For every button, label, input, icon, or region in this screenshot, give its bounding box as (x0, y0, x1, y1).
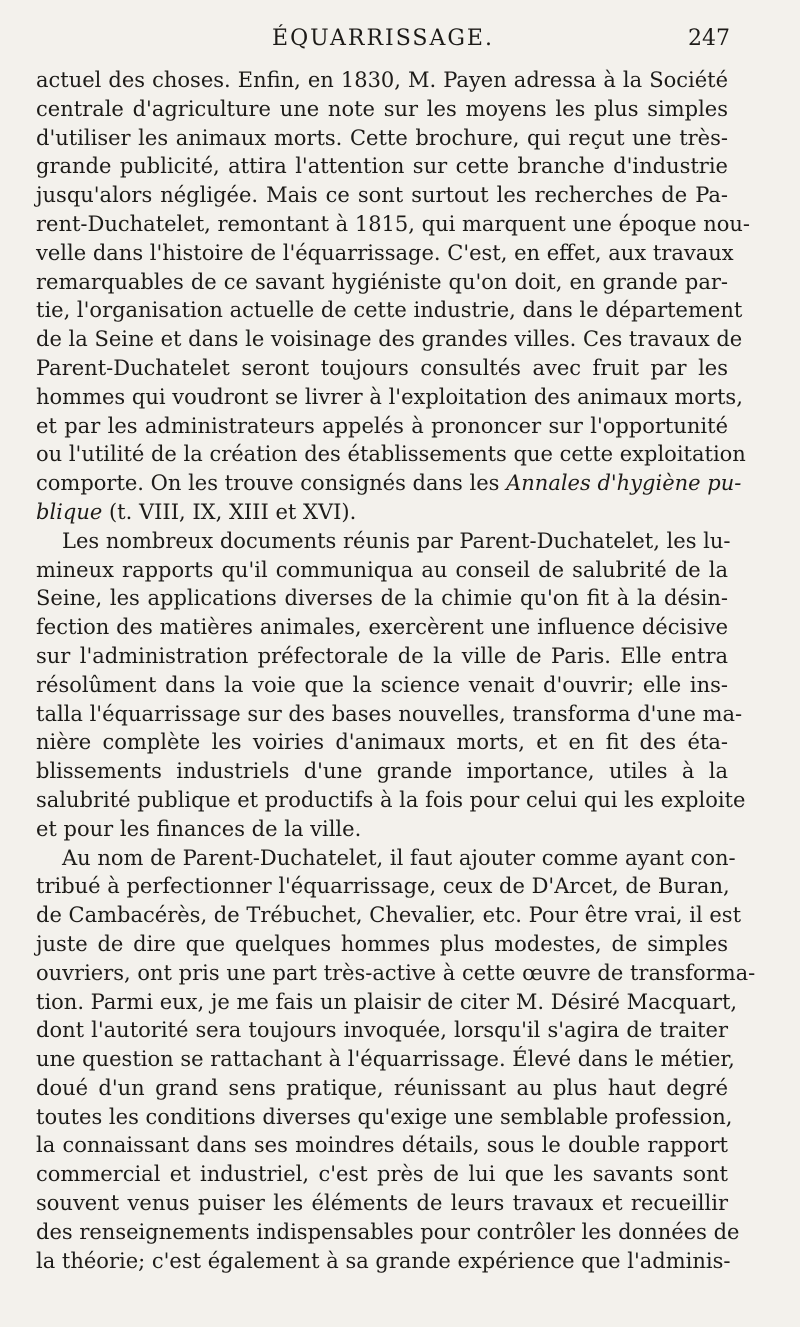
text-line: commercial et industriel, c'est près de lui que les savants sont (36, 1162, 728, 1187)
text-line: salubrité publique et productifs à la fois pour celui qui les exploite (36, 787, 746, 812)
text-line: blissements industriels d'une grande importance, utiles à la (36, 759, 728, 784)
text-line: ouvriers, ont pris une part très-active à cette œuvre de transforma- (36, 960, 756, 985)
text-line: tie, l'organisation actuelle de cette industrie, dans le département (36, 298, 743, 323)
text-line: toutes les conditions diverses qu'exige une semblable profession, (36, 1104, 733, 1129)
text-line: hommes qui voudront se livrer à l'exploitation des animaux morts, (36, 384, 743, 409)
text-line: talla l'équarrissage sur des bases nouvelles, transforma d'une ma- (36, 701, 743, 726)
running-title: ÉQUARRISSAGE. (272, 26, 494, 51)
text-line: doué d'un grand sens pratique, réunissant au plus haut degré (36, 1075, 728, 1100)
paragraph-start: Les nombreux documents réunis par Parent-Duchatelet, les lu- (62, 528, 731, 553)
text-line: velle dans l'histoire de l'équarrissage. C'est, en effet, aux travaux (36, 240, 734, 265)
text-line: jusqu'alors négligée. Mais ce sont surtout les recherches de Pa- (36, 183, 728, 208)
text-line: de la Seine et dans le voisinage des grandes villes. Ces travaux de (36, 327, 743, 352)
text-line: Seine, les applications diverses de la chimie qu'on fit à la désin- (36, 586, 728, 611)
text-line: Parent-Duchatelet seront toujours consultés avec fruit par les (36, 355, 728, 380)
text-line: la théorie; c'est également à sa grande expérience que l'adminis- (36, 1248, 731, 1273)
italic-title: Annales d'hygiène pu- (506, 471, 742, 496)
text-line: d'utiliser les animaux morts. Cette brochure, qui reçut une très- (36, 125, 728, 150)
text-line: remarquables de ce savant hygiéniste qu'on doit, en grande par- (36, 269, 728, 294)
text-line: sur l'administration préfectorale de la ville de Paris. Elle entra (36, 643, 728, 668)
text-line: mineux rapports qu'il communiqua au conseil de salubrité de la (36, 557, 728, 582)
text-line: dont l'autorité sera toujours invoquée, lorsqu'il s'agira de traiter (36, 1018, 728, 1043)
text-line: fection des matières animales, exercèrent une influence décisive (36, 615, 728, 640)
text-line-mixed (36, 469, 742, 498)
text-line: actuel des choses. Enfin, en 1830, M. Payen adressa à la Société (36, 68, 728, 92)
text-line: ou l'utilité de la création des établissements que cette exploitation (36, 442, 746, 467)
body-text (36, 66, 756, 1275)
text-line: la connaissant dans ses moindres détails, sous le double rapport (36, 1133, 728, 1158)
italic-title-continued: blique (36, 499, 103, 524)
text-line: juste de dire que quelques hommes plus modestes, de simples (36, 931, 728, 956)
text-line: tion. Parmi eux, je me fais un plaisir de citer M. Désiré Macquart, (36, 989, 738, 1014)
text-line: des renseignements indispensables pour contrôler les données de (36, 1219, 740, 1244)
paragraph-start: Au nom de Parent-Duchatelet, il faut ajouter comme ayant con- (62, 845, 736, 870)
page-header (36, 26, 730, 60)
text-line: souvent venus puiser les éléments de leurs travaux et recueillir (36, 1191, 728, 1216)
text-line: de Cambacérès, de Trébuchet, Chevalier, etc. Pour être vrai, il est (36, 903, 742, 928)
text-line: tribué à perfectionner l'équarrissage, ceux de D'Arcet, de Buran, (36, 874, 730, 899)
page-number: 247 (688, 26, 730, 51)
text-line: et par les administrateurs appelés à prononcer sur l'opportunité (36, 413, 728, 438)
text-span: comporte. On les trouve consignés dans les (36, 471, 500, 496)
text-line: et pour les finances de la ville. (36, 816, 362, 841)
text-line: résolûment dans la voie que la science venait d'ouvrir; elle ins- (36, 672, 728, 697)
text-line: rent-Duchatelet, remontant à 1815, qui marquent une époque nou- (36, 211, 751, 236)
text-line: nière complète les voiries d'animaux morts, et en fit des éta- (36, 730, 728, 755)
text-line: grande publicité, attira l'attention sur cette branche d'industrie (36, 154, 728, 179)
text-line: blique (t. VIII, IX, XIII et XVI). (36, 499, 357, 524)
text-line: centrale d'agriculture une note sur les moyens les plus simples (36, 96, 728, 121)
text-line: une question se rattachant à l'équarrissage. Élevé dans le métier, (36, 1047, 735, 1072)
